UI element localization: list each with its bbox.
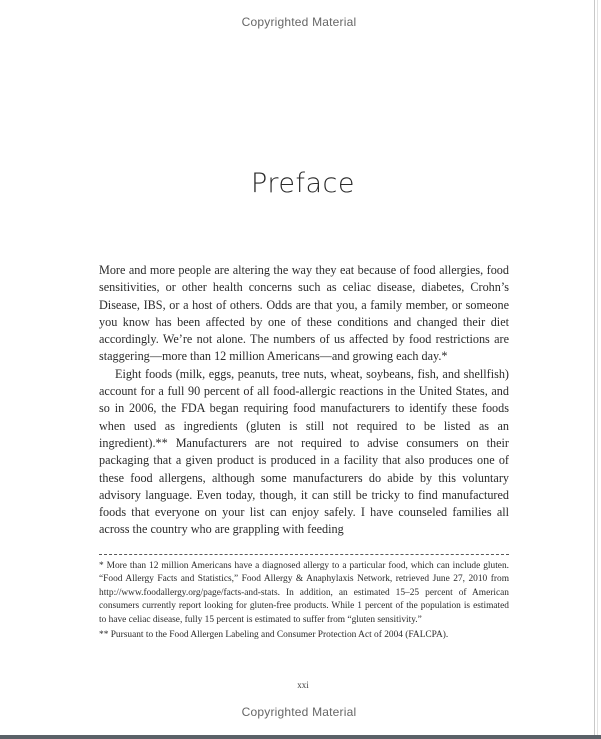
footnote-divider <box>99 554 509 555</box>
viewer-bottom-bar <box>0 735 601 739</box>
chapter-title: Preface <box>251 168 355 199</box>
watermark-top: Copyrighted Material <box>241 15 357 29</box>
footnote-2: ** Pursuant to the Food Allergen Labeling and Consumer Protection Act of 2004 (FALCPA). <box>99 630 449 641</box>
page-edge-line-outer <box>597 0 598 739</box>
footnotes <box>99 560 509 644</box>
paragraph-1: More and more people are altering the way they eat because of food allergies, food sensitivities, or other health concerns such as celiac disease, diabetes, Crohn’s Disease, IBS, or a host of others. Odds are that you, a family member, or someone you know has been affected by one of these conditions and changed their diet accordingly. We’re not alone. The numbers of us affected by food restrictions are staggering—more than 12 million Americans—and growing each day.* <box>99 263 509 364</box>
paragraph-2: Eight foods (milk, eggs, peanuts, tree nuts, wheat, soybeans, fish, and shellfish) account for a full 90 percent of all food-allergic reactions in the United States, and so in 2006, the FDA began requiring food manufacturers to identify these foods when used as ingredients (gluten is still not required to be listed as an ingredient).** Manufacturers are not required to advise consumers on their packaging that a given product is produced in a facility that also produces one of these food allergens, although some manufacturers do abide by this voluntary advisory language. Even today, though, it can still be tricky to find manufactured foods that everyone on your list can enjoy safely. I have counseled families all across the country who are grappling with feeding <box>99 366 509 537</box>
page-number: xxi <box>297 680 309 690</box>
watermark-bottom: Copyrighted Material <box>241 705 357 719</box>
body-text <box>99 262 509 539</box>
page-edge-line <box>594 0 595 739</box>
footnote-1: * More than 12 million Americans have a diagnosed allergy to a particular food, which can include gluten. “Food Allergy Facts and Statistics,” Food Allergy & Anaphylaxis Network, retrieved June 27, 2010 from http://www.foodallergy.org/page/facts-and-stats. In addition, an estimated 15–25 percent of American consumers currently report looking for gluten-free products. While 1 percent of the population is estimated to have celiac disease, fully 15 percent is estimated to suffer from “gluten sensitivity.” <box>99 561 509 625</box>
